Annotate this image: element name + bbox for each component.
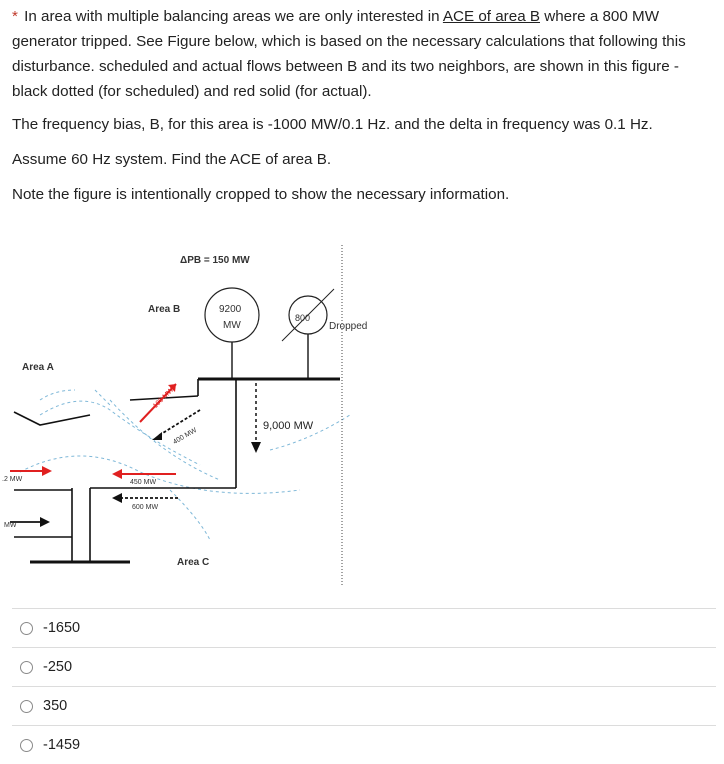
boundary-line: [40, 390, 75, 400]
option-label: 350: [43, 698, 68, 714]
generator-9200-value: 9200: [219, 304, 242, 315]
flow-left-red-label: .2 MW: [2, 476, 23, 483]
boundary-line: [95, 390, 110, 405]
answer-option-1[interactable]: [12, 608, 716, 647]
flow-left-red-arrowhead: [42, 466, 52, 476]
generator-9200-unit: MW: [223, 320, 241, 331]
answer-option-2[interactable]: [12, 647, 716, 686]
required-marker: *: [12, 8, 18, 25]
load-arrowhead: [251, 442, 261, 453]
dropped-label: Dropped: [329, 321, 368, 332]
option-label: -1650: [43, 620, 81, 636]
flow-left-black-label: MW: [4, 522, 17, 529]
generator-800-value: 800: [295, 313, 311, 323]
option-label: -1459: [43, 737, 81, 753]
bias-text: The frequency bias, B, for this area is -1000 MW/0.1 Hz. and the delta in frequency was 0.1 Hz.: [12, 116, 653, 133]
question-text: [12, 4, 718, 217]
radio-icon[interactable]: [20, 622, 33, 635]
area-b-label: Area B: [148, 304, 181, 315]
radio-icon[interactable]: [20, 739, 33, 752]
flow-450-arrowhead: [112, 469, 122, 479]
area-a-line: [14, 412, 90, 425]
boundary-line: [110, 400, 220, 480]
diagram-svg: [0, 240, 724, 590]
delta-pb-label: ΔPB = 150 MW: [180, 255, 250, 266]
intro-text-a: In area with multiple balancing areas we are only interested in: [24, 8, 440, 25]
flow-400-label: 400 MW: [172, 426, 199, 447]
answer-option-4[interactable]: [12, 725, 716, 764]
flow-100-label: 100 MW: [152, 386, 176, 410]
flow-600-label: 600 MW: [132, 504, 159, 511]
option-label: -250: [43, 659, 73, 675]
note-text: Note the figure is intentionally cropped to show the necessary information.: [12, 186, 510, 203]
answer-options: [12, 608, 716, 764]
area-a-label: Area A: [22, 362, 54, 373]
radio-icon[interactable]: [20, 661, 33, 674]
load-9000-label: 9,000 MW: [263, 420, 314, 432]
area-c-label: Area C: [177, 557, 210, 568]
question-intro: [12, 4, 718, 104]
generator-9200-symbol: [205, 288, 259, 342]
flow-left-black-arrowhead: [40, 517, 50, 527]
assume-text: Assume 60 Hz system. Find the ACE of area B.: [12, 151, 332, 168]
answer-option-3[interactable]: [12, 686, 716, 725]
intro-text-b: where a 800 MW generator tripped. See Figure below, which is based on the necessary calculations that following this disturbance. scheduled and actual flows between B and its two neighbors, are shown in this figure - black dotted (for scheduled) and red solid (for actual).: [12, 8, 686, 100]
diagram-figure: [0, 240, 724, 590]
radio-icon[interactable]: [20, 700, 33, 713]
flow-450-label: 450 MW: [130, 479, 157, 486]
flow-600-arrowhead: [112, 493, 122, 503]
intro-underlined: ACE of area B: [442, 8, 540, 25]
